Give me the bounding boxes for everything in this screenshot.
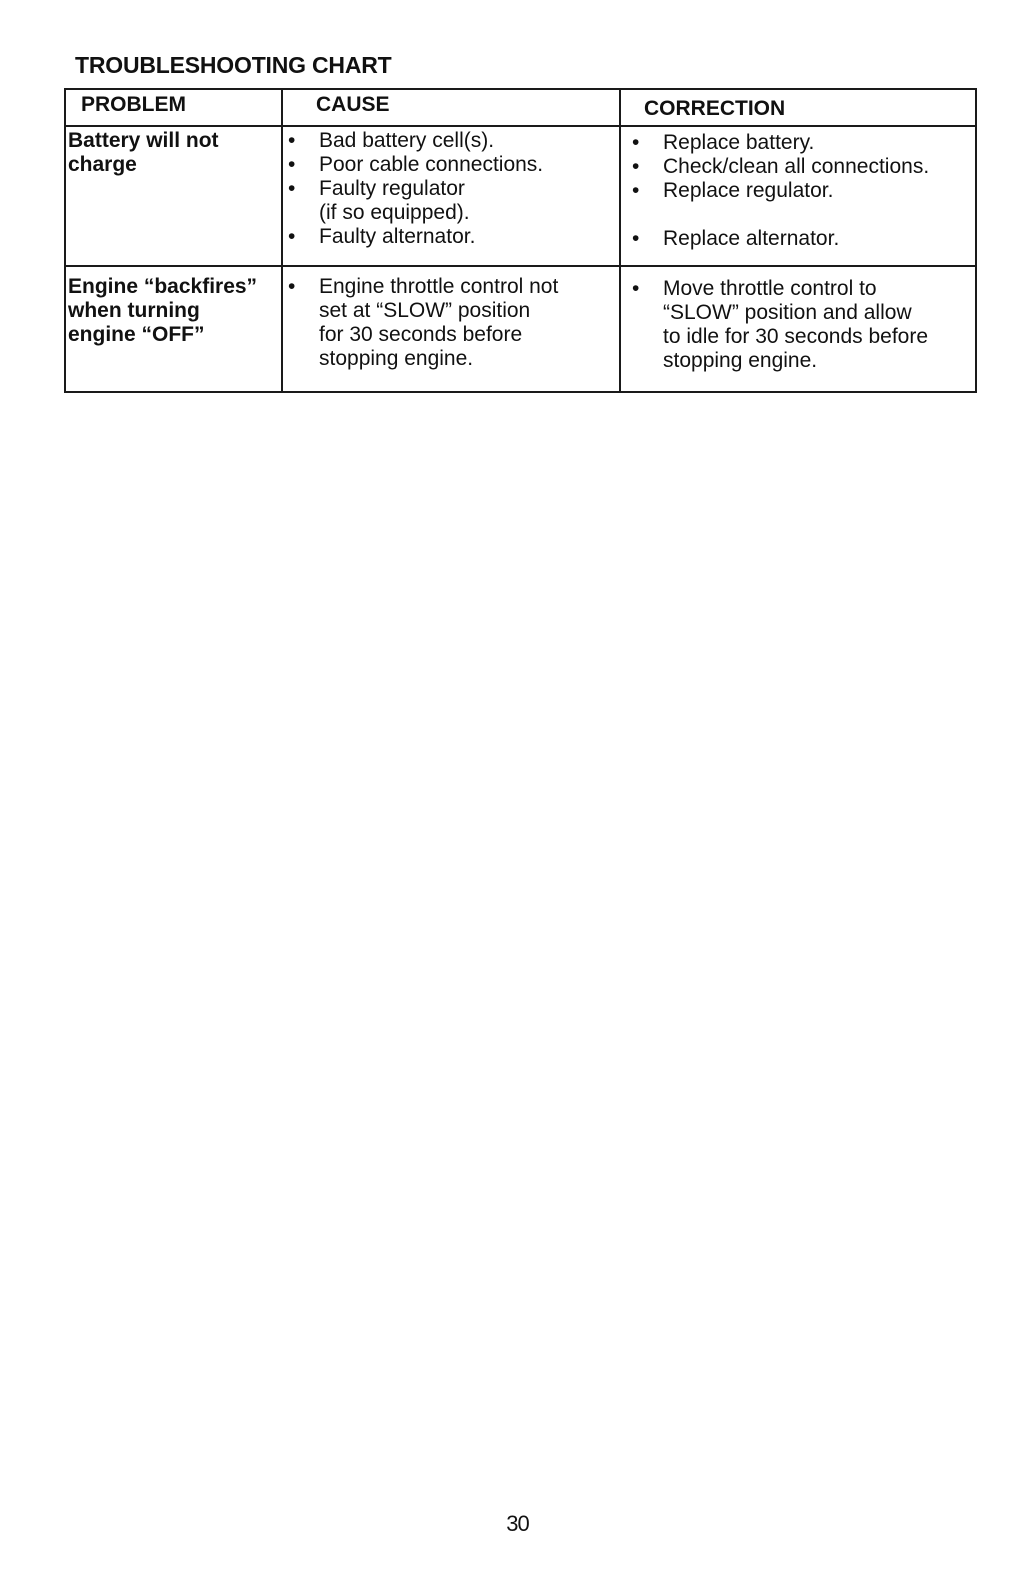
cause-text: Faulty regulator (if so equipped). (319, 177, 470, 224)
list-item (629, 155, 974, 179)
cause-text: Engine throttle control not set at “SLOW” position for 30 seconds before stopping engine. (319, 275, 559, 370)
problem-text: when turning (68, 299, 200, 322)
page-number: 30 (506, 1511, 529, 1536)
list-item (285, 225, 615, 249)
list-item (285, 177, 615, 225)
bullet-icon: • (632, 227, 640, 250)
chart-title: TROUBLESHOOTING CHART (75, 52, 392, 78)
problem-cell (68, 129, 219, 177)
cause-list (285, 275, 615, 371)
cause-list (285, 129, 615, 249)
bullet-icon: • (632, 155, 640, 178)
header-cause: CAUSE (316, 93, 390, 116)
correction-text: Replace battery. (663, 131, 815, 154)
bullet-icon: • (288, 225, 296, 248)
column-divider (281, 90, 283, 391)
bullet-icon: • (632, 277, 640, 300)
bullet-icon: • (632, 179, 640, 202)
bullet-icon: • (288, 275, 296, 298)
cause-text: Bad battery cell(s). (319, 129, 495, 152)
correction-list (629, 131, 974, 251)
cause-text: Poor cable connections. (319, 153, 544, 176)
bullet-icon: • (288, 153, 296, 176)
bullet-icon: • (632, 131, 640, 154)
list-item (629, 227, 974, 251)
list-item (285, 129, 615, 153)
list-item (629, 277, 974, 373)
header-correction: CORRECTION (644, 97, 786, 120)
bullet-icon: • (288, 177, 296, 200)
correction-text: Check/clean all connections. (663, 155, 930, 178)
list-item (629, 179, 974, 203)
row-divider (66, 265, 975, 267)
column-divider (619, 90, 621, 391)
problem-cell (68, 275, 257, 347)
problem-text: Battery will not (68, 129, 219, 152)
bullet-icon: • (288, 129, 296, 152)
problem-text: Engine “backfires” (68, 275, 258, 298)
problem-text: engine “OFF” (68, 323, 205, 346)
header-problem: PROBLEM (81, 93, 186, 116)
header-divider (66, 125, 975, 127)
correction-list (629, 277, 974, 373)
correction-text: Replace alternator. (663, 227, 840, 250)
problem-text: charge (68, 153, 137, 176)
correction-text: Move throttle control to “SLOW” position and allow to idle for 30 seconds before stopping engine. (663, 277, 929, 372)
cause-text: Faulty alternator. (319, 225, 476, 248)
troubleshooting-table (64, 88, 977, 393)
list-item (629, 131, 974, 155)
list-item (285, 275, 615, 371)
correction-text: Replace regulator. (663, 179, 834, 202)
list-item (285, 153, 615, 177)
